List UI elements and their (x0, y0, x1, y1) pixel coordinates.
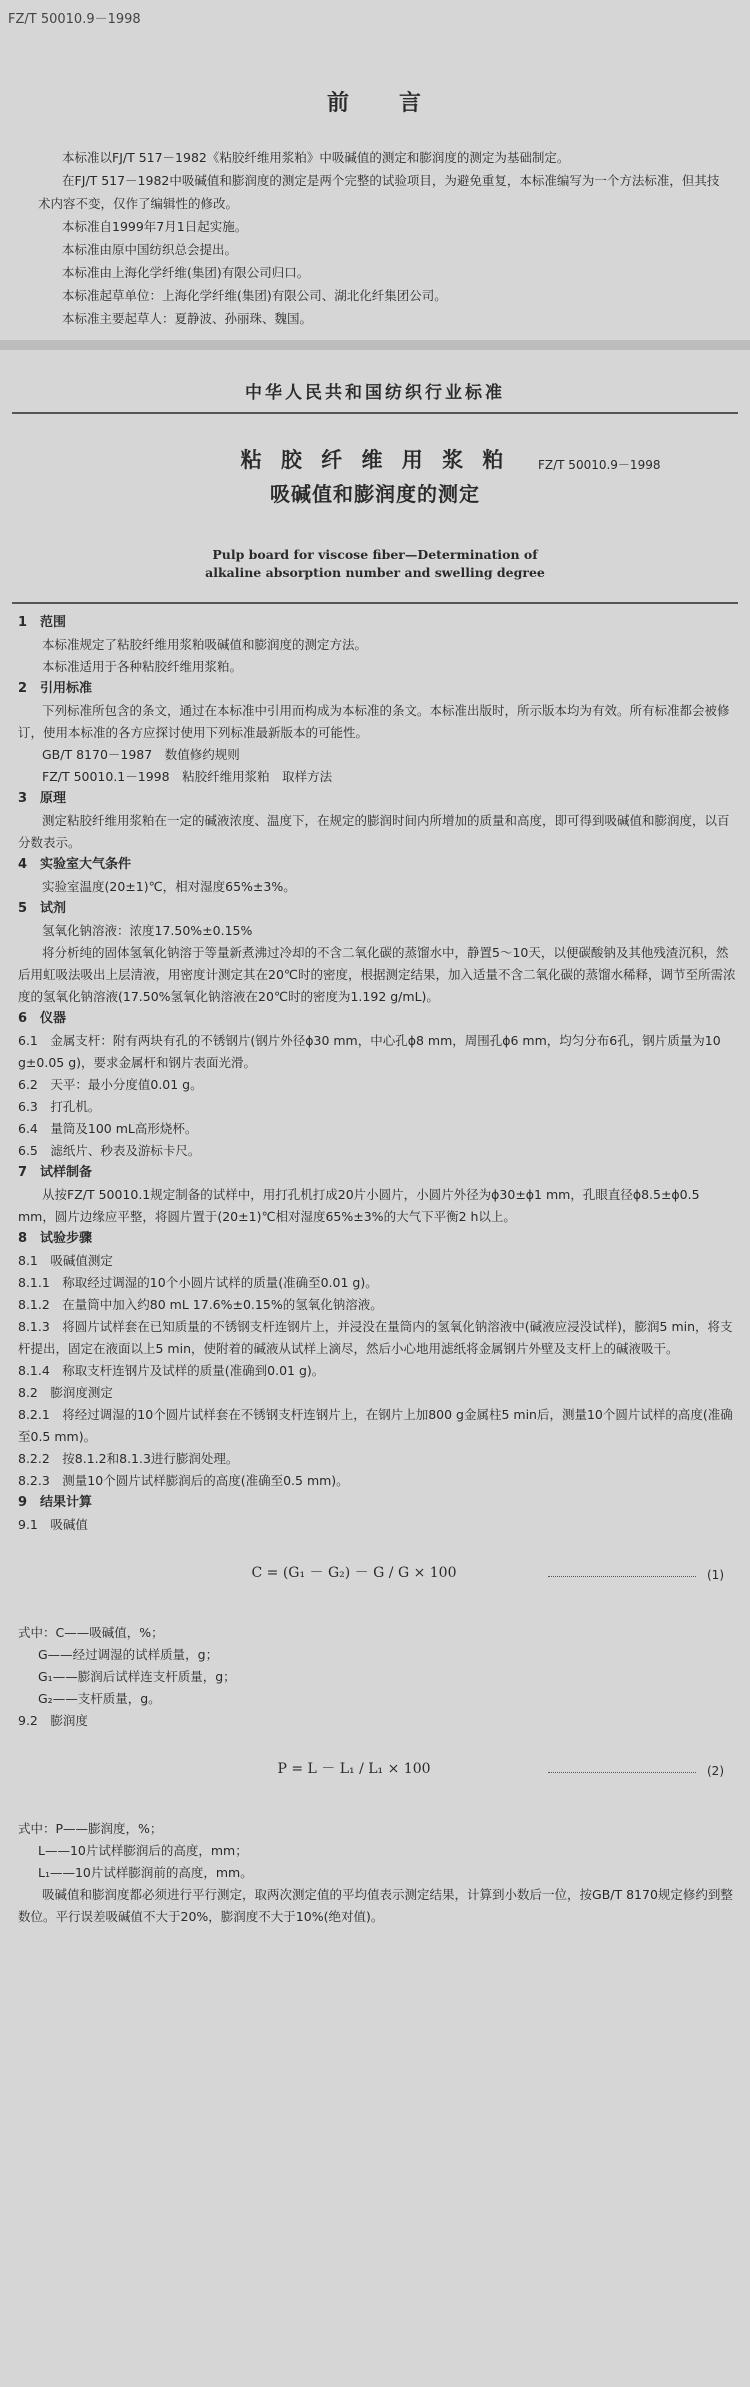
formula-block (18, 1536, 736, 1622)
foreword-para: 在FJ/T 517－1982中吸碱值和膨润度的测定是两个完整的试验项目，为避免重复，本标准编写为一个方法标准，但其技术内容不变，仅作了编辑性的修改。 (38, 173, 720, 211)
paragraph: 本标准规定了粘胶纤维用浆粕吸碱值和膨润度的测定方法。 (42, 637, 368, 652)
english-title-line: alkaline absorption number and swelling degree (205, 565, 545, 580)
reference-item: GB/T 8170－1987 数值修约规则 (42, 747, 240, 762)
clause: 8.1.3 将圆片试样套在已知质量的不锈钢支杆连钢片上，并浸没在量筒内的氢氧化钠溶液中(碱液应浸没试样)，膨润5 min，将支杆提出，固定在液面以上5 min，使附着的碱液从试样上滴尽，然后小心地用滤纸将金属钢片外壁及支杆上的碱液吸干。 (18, 1319, 733, 1356)
standard-category-title: 中华人民共和国纺织行业标准 (245, 383, 505, 403)
where-line: 式中：C——吸碱值，%； (18, 1625, 164, 1640)
foreword-para: 本标准自1999年7月1日起实施。 (62, 219, 248, 234)
clause: 6.4 量筒及100 mL高形烧杯。 (18, 1121, 198, 1136)
section-heading: 4 实验室大气条件 (18, 857, 132, 872)
clause: 6.2 天平：最小分度值0.01 g。 (18, 1077, 203, 1092)
foreword-para: 本标准由原中国纺织总会提出。 (62, 242, 238, 257)
english-title-line: Pulp board for viscose fiber—Determination of (212, 547, 538, 562)
clause: 6.5 滤纸片、秒表及游标卡尺。 (18, 1143, 201, 1158)
variable-def: L₁——10片试样膨润前的高度，mm。 (38, 1865, 253, 1880)
section-heading: 9 结果计算 (18, 1495, 93, 1510)
clause: 8.1.4 称取支杆连钢片及试样的质量(准确到0.01 g)。 (18, 1363, 325, 1378)
section-heading: 5 试剂 (18, 901, 67, 916)
formula-number: (1) (707, 1568, 724, 1582)
section-heading: 3 原理 (18, 791, 67, 806)
clause: 9.2 膨润度 (18, 1713, 88, 1728)
paragraph: 氢氧化钠溶液：浓度17.50%±0.15% (42, 923, 253, 938)
clause: 8.1.1 称取经过调湿的10个小圆片试样的质量(准确至0.01 g)。 (18, 1275, 378, 1290)
formula-block (18, 1732, 736, 1818)
where-line: 式中：P——膨润度，%； (18, 1821, 163, 1836)
standard-page (0, 350, 750, 2387)
reference-item: FZ/T 50010.1－1998 粘胶纤维用浆粕 取样方法 (42, 769, 333, 784)
content-rule (12, 602, 738, 604)
foreword-para: 本标准由上海化学纤维(集团)有限公司归口。 (62, 265, 310, 280)
paragraph: 将分析纯的固体氢氧化钠溶于等量新煮沸过冷却的不含二氧化碳的蒸馏水中，静置5～10天，以便碳酸钠及其他残渣沉积，然后用虹吸法吸出上层清液，用密度计测定其在20℃时的密度，根据测定结果，加入适量不含二氧化碳的蒸馏水稀释，调节至所需浓度的氢氧化钠溶液(17.50%氢氧化钠溶液在20℃时的密度为1.192 g/mL)。 (18, 945, 736, 1004)
clause: 6.3 打孔机。 (18, 1099, 101, 1114)
clause: 8.1 吸碱值测定 (18, 1253, 113, 1268)
standard-content (18, 612, 736, 1928)
clause: 8.2.2 按8.1.2和8.1.3进行膨润处理。 (18, 1451, 239, 1466)
formula-number: (2) (707, 1764, 724, 1778)
paragraph: 吸碱值和膨润度都必须进行平行测定，取两次测定值的平均值表示测定结果，计算到小数后一位，按GB/T 8170规定修约到整数位。平行误差吸碱值不大于20%，膨润度不大于10%(绝对值)。 (18, 1887, 733, 1924)
paragraph: 从按FZ/T 50010.1规定制备的试样中，用打孔机打成20片小圆片，小圆片外径为ϕ30±ϕ1 mm，孔眼直径ϕ8.5±ϕ0.5 mm，圆片边缘应平整，将圆片置于(20±1)℃相对湿度65%±3%的大气下平衡2 h以上。 (18, 1187, 700, 1224)
clause: 6.1 金属支杆：附有两块有孔的不锈钢片(钢片外径ϕ30 mm，中心孔ϕ8 mm，周围孔ϕ6 mm，均匀分布6孔，钢片质量为10 g±0.05 g)，要求金属杆和钢片表面光滑。 (18, 1033, 721, 1070)
foreword-para: 本标准以FJ/T 517－1982《粘胶纤维用浆粕》中吸碱值的测定和膨润度的测定为基础制定。 (62, 150, 570, 165)
clause: 8.1.2 在量筒中加入约80 mL 17.6%±0.15%的氢氧化钠溶液。 (18, 1297, 383, 1312)
variable-def: G——经过调湿的试样质量，g； (38, 1647, 219, 1662)
paragraph: 实验室温度(20±1)℃，相对湿度65%±3%。 (42, 879, 296, 894)
english-title (0, 546, 750, 582)
section-heading: 7 试样制备 (18, 1165, 93, 1180)
formula: P = L － L₁ / L₁ × 100 (277, 1761, 431, 1777)
title-rule (12, 412, 738, 414)
clause: 8.2.1 将经过调湿的10个圆片试样套在不锈钢支杆连钢片上，在钢片上加800 g金属柱5 min后，测量10个圆片试样的高度(准确至0.5 mm)。 (18, 1407, 733, 1444)
section-heading: 2 引用标准 (18, 681, 93, 696)
formula: C = (G₁ － G₂) － G / G × 100 (251, 1565, 457, 1581)
variable-def: L——10片试样膨润后的高度，mm； (38, 1843, 248, 1858)
variable-def: G₂——支杆质量，g。 (38, 1691, 161, 1706)
clause: 8.2 膨润度测定 (18, 1385, 113, 1400)
foreword-page (0, 0, 750, 340)
main-title: 粘 胶 纤 维 用 浆 粕 (240, 448, 510, 472)
section-heading: 8 试验步骤 (18, 1231, 93, 1246)
standard-number: FZ/T 50010.9－1998 (538, 458, 661, 472)
variable-def: G₁——膨润后试样连支杆质量，g； (38, 1669, 236, 1684)
sub-title: 吸碱值和膨润度的测定 (270, 482, 480, 506)
paragraph: 下列标准所包含的条文，通过在本标准中引用而构成为本标准的条文。本标准出版时，所示版本均为有效。所有标准都会被修订，使用本标准的各方应探讨使用下列标准最新版本的可能性。 (18, 703, 730, 740)
foreword-body (38, 146, 728, 330)
foreword-title: 前 言 (326, 91, 423, 116)
standard-header: FZ/T 50010.9－1998 (8, 12, 141, 27)
section-heading: 1 范围 (18, 615, 67, 630)
formula-leader (548, 1564, 696, 1577)
section-heading: 6 仪器 (18, 1011, 67, 1026)
clause: 9.1 吸碱值 (18, 1517, 88, 1532)
paragraph: 本标准适用于各种粘胶纤维用浆粕。 (42, 659, 243, 674)
foreword-para: 本标准起草单位：上海化学纤维(集团)有限公司、湖北化纤集团公司。 (62, 288, 447, 303)
foreword-para: 本标准主要起草人：夏静波、孙丽珠、魏国。 (62, 311, 313, 326)
clause: 8.2.3 测量10个圆片试样膨润后的高度(准确至0.5 mm)。 (18, 1473, 349, 1488)
formula-leader (548, 1760, 696, 1773)
paragraph: 测定粘胶纤维用浆粕在一定的碱液浓度、温度下，在规定的膨润时间内所增加的质量和高度，即可得到吸碱值和膨润度，以百分数表示。 (18, 813, 730, 850)
